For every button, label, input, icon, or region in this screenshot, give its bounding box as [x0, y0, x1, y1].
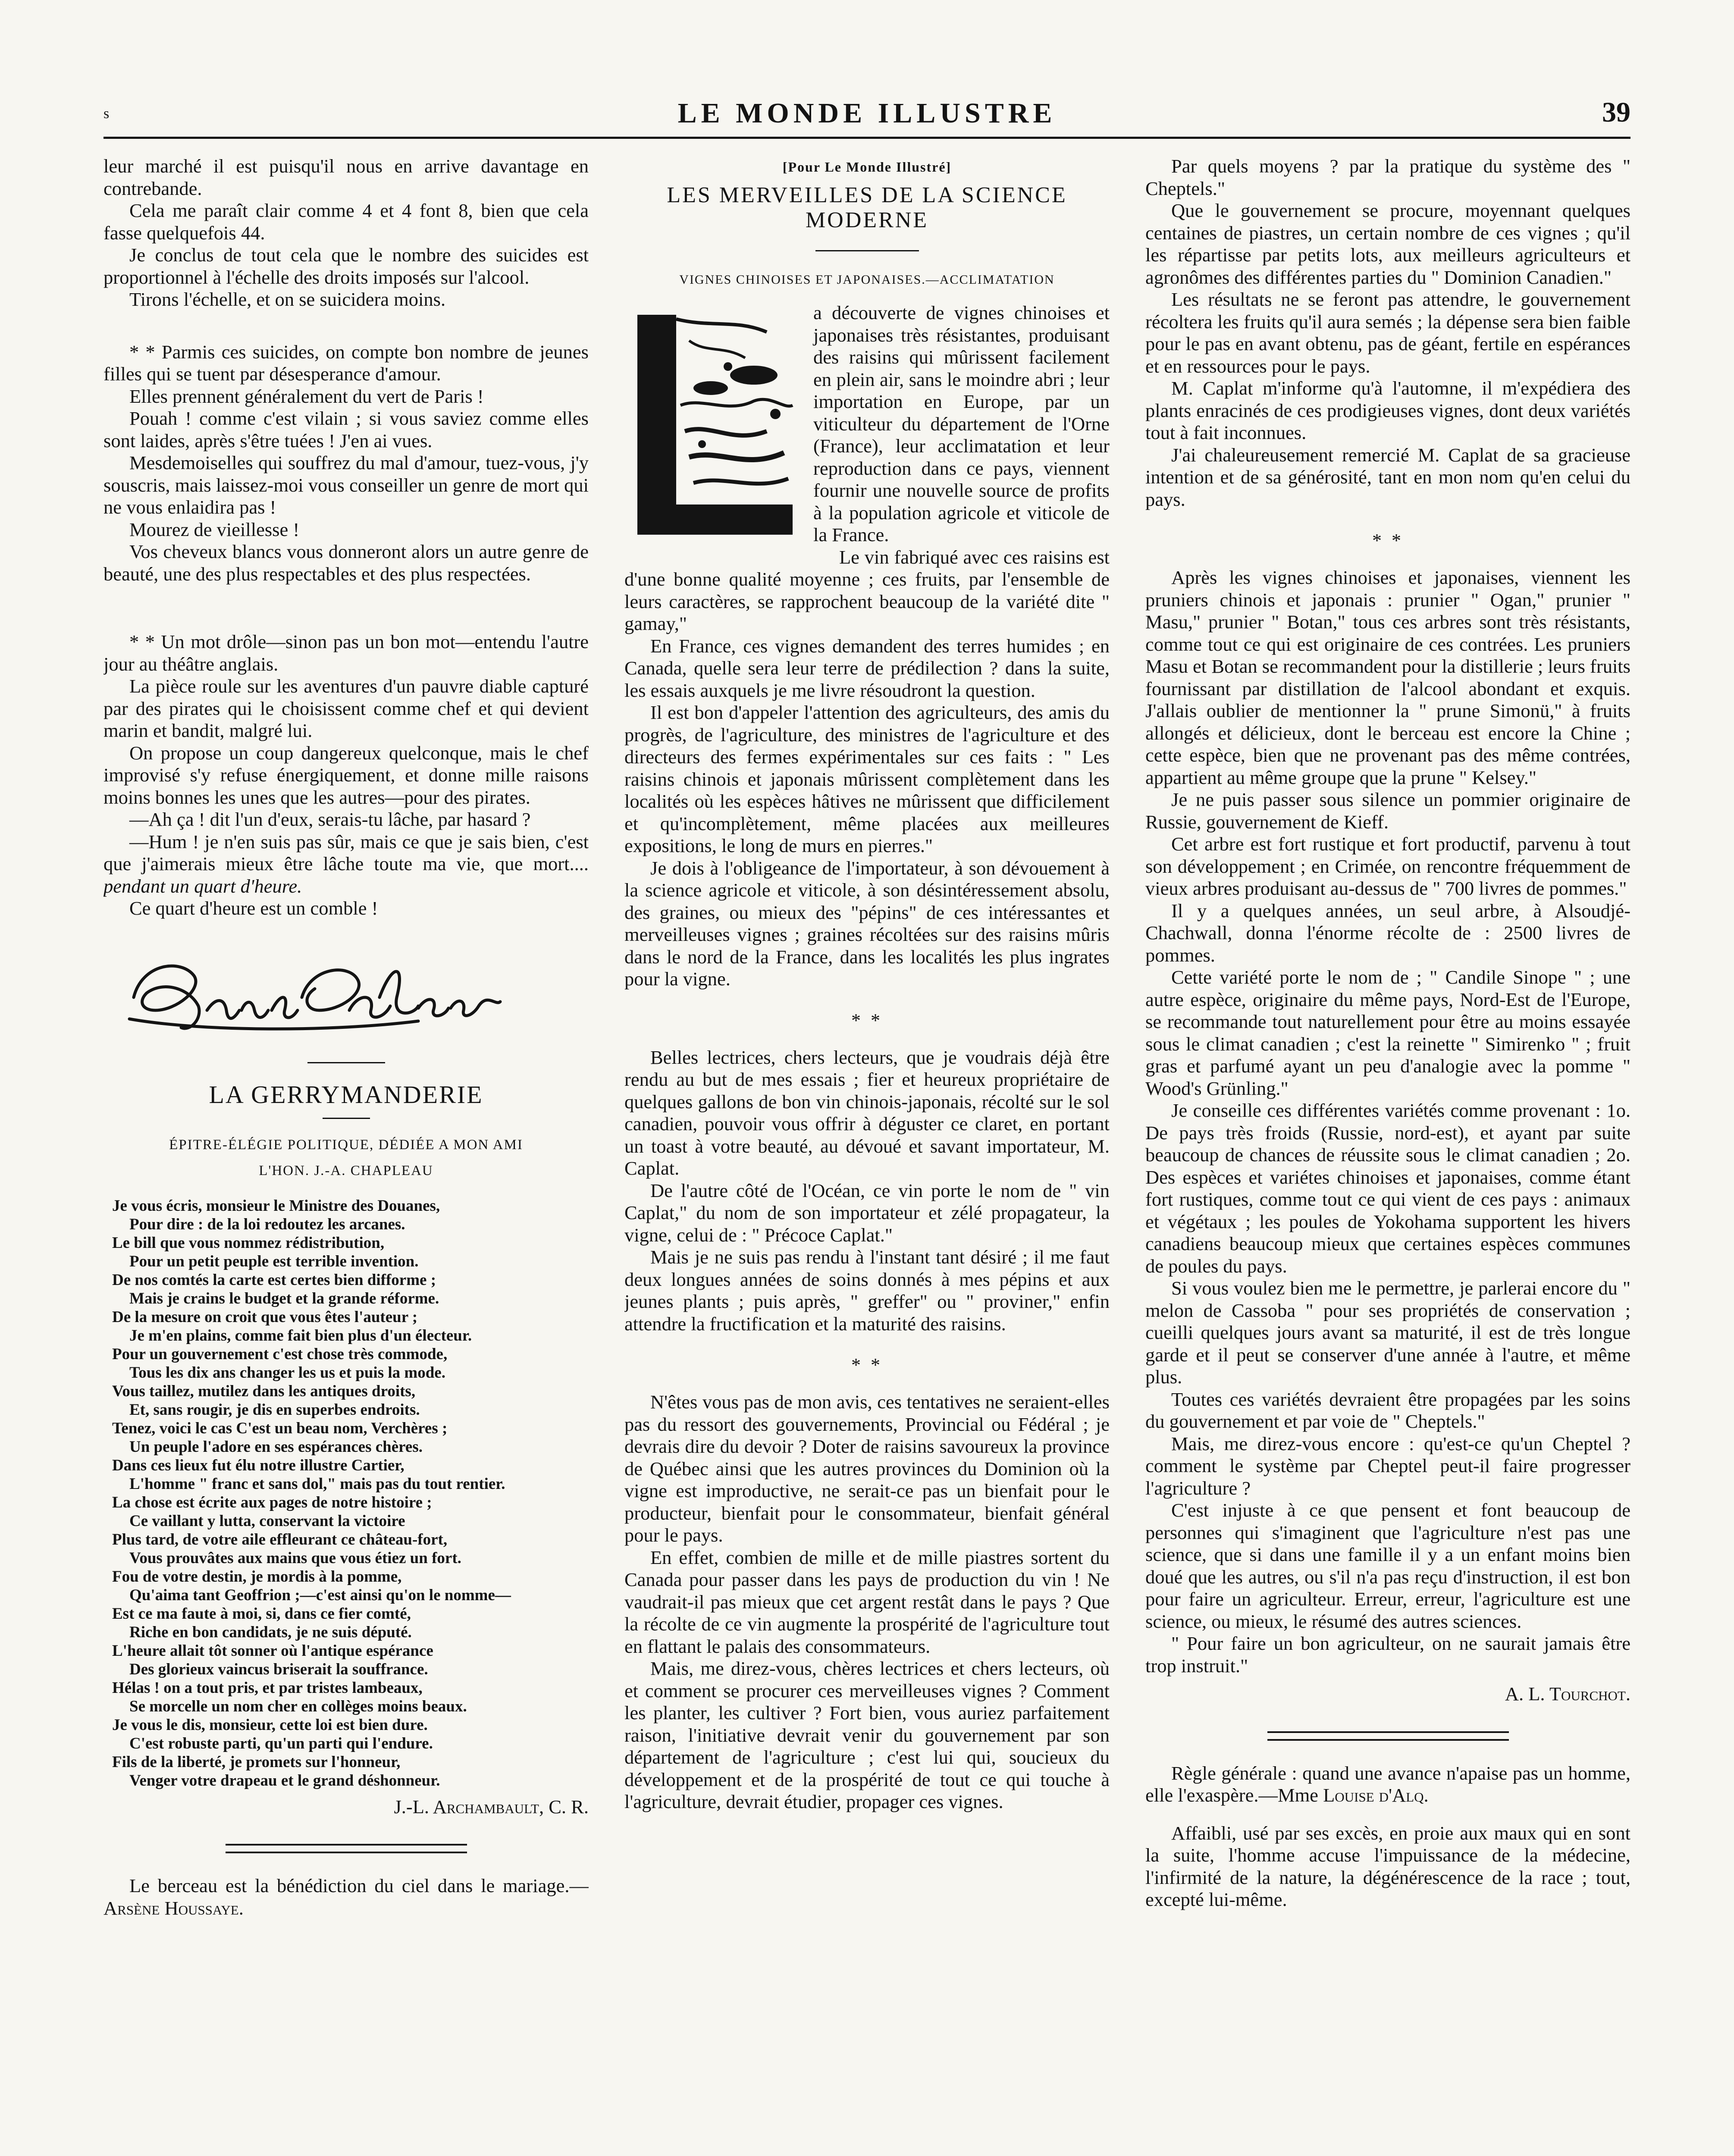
illustrated-drop-cap: [624, 302, 806, 543]
poem-line: De nos comtés la carte est certes bien difforme ;: [112, 1271, 436, 1289]
article-columns: [103, 155, 1631, 2156]
paragraph-text: —Hum ! je n'en suis pas sûr, mais ce que je sais bien, c'est que j'aimerais mieux être lâche toute ma vie, que mort....: [103, 830, 589, 874]
paragraph: En effet, combien de mille et de mille piastres sortent du Canada pour passer dans les pays de production du vin ! Ne vaudrait-il pas mieux que cet argent restât dans le pays ? Que la récolte de ce vin augmente la prospérité de l'agriculture tout en flattant le palais des consommateurs.: [624, 1546, 1110, 1657]
spacer: [103, 311, 589, 341]
poem-dedication: ÉPITRE-ÉLÉGIE POLITIQUE, DÉDIÉE A MON AMI: [169, 1137, 523, 1153]
paragraph: Toutes ces variétés devraient être propagées par les soins du gouvernement et par voie de " Cheptels.": [1145, 1388, 1631, 1432]
poem-line: L'heure allait tôt sonner où l'antique espérance: [112, 1642, 433, 1660]
column-3: [1145, 155, 1631, 2156]
spacer: [1145, 1807, 1631, 1822]
poem-line: Et, sans rougir, je dis en superbes endroits.: [129, 1401, 420, 1419]
paragraph: Les résultats ne se feront pas attendre, le gouvernement récoltera les fruits qu'il aura semés ; la dépense sera bien faible pour le pas en avant obtenu, pas de géant, fertile en espérances et en ressources pour le pays.: [1145, 288, 1631, 377]
maxim-author: Louise d'Alq.: [1323, 1784, 1429, 1806]
poem-title: LA GERRYMANDERIE: [209, 1080, 483, 1109]
column-1: [103, 155, 589, 2156]
paragraph: J'ai chaleureusement remercié M. Caplat de sa gracieuse intention et de sa générosité, tant en mon nom qu'en celui du pays.: [1145, 444, 1631, 510]
paragraph: Il est bon d'appeler l'attention des agriculteurs, des amis du progrès, de l'agriculture, des ministres de l'agriculture et des directeurs des fermes expérimentales sur ces faits : " Les raisins chinois et japonais mûrissent complètement dans les localités où les espèces hâtives ne mûrissent que difficilement et qu'incomplètement, même placées aux meilleures expositions, le long de murs en pierres.": [624, 702, 1110, 856]
double-rule: [1267, 1731, 1509, 1741]
section-rule: [307, 1062, 385, 1063]
paragraph: N'êtes vous pas de mon avis, ces tentatives ne seraient-elles pas du ressort des gouvernements, Provincial ou Fédéral ; je devrais dire du devoir ? Doter de raisins savoureux la province de Québec ainsi que les autres provinces du Dominion où la vigne est improductive, ne serait-ce pas un bienfait pour le producteur, bienfait pour le consommateur, bienfait général pour le pays.: [624, 1391, 1110, 1546]
quote-text: Le berceau est la bénédiction du ciel dans le mariage.—: [129, 1875, 589, 1896]
paragraph: Vos cheveux blancs vous donneront alors un autre genre de beauté, une des plus respectables et des plus respectées.: [103, 541, 589, 585]
paragraph: [103, 831, 589, 898]
article-signature: [1145, 1683, 1631, 1705]
paragraph: Je conclus de tout cela que le nombre des suicides est proportionnel à l'échelle des droits imposés sur l'alcool.: [103, 244, 589, 288]
poem-line: Hélas ! on a tout pris, et par tristes lambeaux,: [112, 1679, 423, 1697]
poem-line: L'homme " franc et sans dol," mais pas du tout rentier.: [129, 1475, 505, 1493]
poem-line: Pour dire : de la loi redoutez les arcanes.: [129, 1215, 405, 1233]
poem-line: Ce vaillant y lutta, conservant la victoire: [129, 1512, 405, 1530]
author-name: J.-L. Archambault, C. R.: [394, 1796, 589, 1818]
header-rule: [103, 137, 1631, 139]
asterism: * *: [129, 631, 155, 652]
quote: [103, 1875, 589, 1919]
author-name: A. L. Tourchot.: [1505, 1683, 1631, 1705]
paragraph: —Ah ça ! dit l'un d'eux, serais-tu lâche, par hasard ?: [129, 808, 531, 830]
paragraph-text: Un mot drôle—sinon pas un bon mot—entendu l'autre jour au théâtre anglais.: [103, 631, 589, 675]
paragraph: Cela me paraît clair comme 4 et 4 font 8, bien que cela fasse quelquefois 44.: [103, 200, 589, 244]
paragraph: Je dois à l'obligeance de l'importateur, à son dévouement à la science agricole et viticole, à son désintéressement absolu, des graines, ou mieux des "pépins" de ces intéressantes et merveilleuses vignes ; graines récoltées sur des raisins mûris dans le nord de la France, dans les localités les plus ingrates pour la vigne.: [624, 857, 1110, 990]
poem-line: C'est robuste parti, qu'un parti qui l'endure.: [129, 1734, 433, 1752]
lead-paragraph-block: [624, 302, 1110, 546]
paragraph: Mais, me direz-vous encore : qu'est-ce qu'un Cheptel ? comment le système par Cheptel peut-il faire progresser l'agriculture ?: [1145, 1432, 1631, 1499]
paragraph: En France, ces vignes demandent des terres humides ; en Canada, quelle sera leur terre de prédilection ? dans la suite, les essais auxquels je me livre résoudront la question.: [624, 635, 1110, 701]
paragraph: Ce quart d'heure est un comble !: [129, 897, 378, 919]
poem-signature: [103, 1796, 589, 1818]
spacer: [103, 615, 589, 631]
column-2: [624, 155, 1110, 2156]
poem-line: Se morcelle un nom cher en collèges moins beaux.: [129, 1697, 467, 1715]
asterism: * *: [851, 1009, 883, 1031]
paragraph: C'est injuste à ce que pensent et font beaucoup de personnes qui s'imaginent que l'agriculture n'est pas une science, que si dans une famille il y a un enfant moins bien doué que les autres, ou s'il n'a pas reçu d'instruction, il est bon pour faire un agriculteur. Erreur, erreur, l'agriculture est une science, ou mieux, le résumé des autres sciences.: [1145, 1499, 1631, 1632]
poem-line: Qu'aima tant Geoffrion ;—c'est ainsi qu'on le nomme—: [129, 1586, 511, 1604]
article-headline: LES MERVEILLES DE LA SCIENCE MODERNE: [667, 182, 1067, 232]
poem-line: Vous prouvâtes aux mains que vous étiez un fort.: [129, 1549, 461, 1567]
poem-line: Fou de votre destin, je mordis à la pomme,: [112, 1567, 402, 1586]
poem-line: Je vous écris, monsieur le Ministre des Douanes,: [112, 1197, 440, 1215]
poem-line: Tenez, voici le cas C'est un beau nom, Verchères ;: [112, 1419, 448, 1437]
poem-line: Plus tard, de votre aile effleurant ce château-fort,: [112, 1530, 448, 1548]
signature-drawing: [116, 946, 505, 1045]
drop-cap-l-illustration: [624, 302, 806, 543]
asterism: * *: [851, 1354, 883, 1376]
running-title: LE MONDE ILLUSTRE: [677, 97, 1057, 129]
poem-line: La chose est écrite aux pages de notre histoire ;: [112, 1493, 432, 1511]
paragraph: Mais je ne suis pas rendu à l'instant tant désiré ; il me faut deux longues années de soins donnés à mes pépins et aux jeunes plants ; puis après, " greffer" ou " proviner," enfin attendre la fructification et la maturité des raisins.: [624, 1246, 1110, 1335]
poem-line: Fils de la liberté, je promets sur l'honneur,: [112, 1753, 401, 1771]
paragraph: Tirons l'échelle, et on se suicidera moins.: [129, 288, 446, 310]
poem-line: Un peuple l'adore en ses espérances chères.: [129, 1438, 423, 1456]
page-number: 39: [1602, 97, 1631, 128]
spacer: [103, 585, 589, 615]
poem-line: Je vous le dis, monsieur, cette loi est bien dure.: [112, 1716, 428, 1734]
poem-line: Pour un petit peuple est terrible invention.: [129, 1252, 419, 1270]
paragraph: Mesdemoiselles qui souffrez du mal d'amour, tuez-vous, j'y souscris, mais laissez-moi vous conseiller un genre de mort qui ne vous enlaidira pas !: [103, 452, 589, 518]
maxim: [1145, 1762, 1631, 1807]
poem-line: Tous les dix ans changer les us et puis la mode.: [129, 1363, 445, 1382]
paragraph: " Pour faire un bon agriculteur, on ne saurait jamais être trop instruit.": [1145, 1633, 1631, 1677]
paragraph: Pouah ! comme c'est vilain ; si vous saviez comme elles sont laides, après s'être tuées ! J'en ai vues.: [103, 407, 589, 451]
maxim-text: Règle générale : quand une avance n'apaise pas un homme, elle l'exaspère.—Mme: [1145, 1762, 1631, 1806]
paragraph: leur marché il est puisqu'il nous en arrive davantage en contrebande.: [103, 155, 589, 199]
page-header: [103, 88, 1631, 140]
paragraph: Si vous voulez bien me le permettre, je parlerai encore du " melon de Cassoba " pour ses propriétés de conservation ; cueilli quelques jours avant sa maturité, il est de très longue garde et il peut se conserver d'une année à l'autre, et même plus.: [1145, 1277, 1631, 1388]
paragraph: Après les vignes chinoises et japonaises, viennent les pruniers chinois et japonais : prunier " Ogan," prunier " Masu," prunier " Botan," tous ces arbres sont très résistants, comme tout ce qui est originaire de ces contrées. Les pruniers Masu et Botan se recommandent pour la distillerie ; leurs fruits fournissant par distillation de l'alcool abondant et exquis. J'allais oublier de mentionner la " prune Simonü," à fruits allongés et délicieux, dont le berceau est encore la Chine ; cette espèce, bien que ne provenant pas des même contrées, appartient au même groupe que la prune " Kelsey.": [1145, 567, 1631, 788]
asterism: * *: [129, 341, 155, 363]
poem-line: Riche en bon candidats, je ne suis député.: [129, 1623, 412, 1641]
paragraph: Il y a quelques années, un seul arbre, à Alsoudjé-Chachwall, donna l'énorme récolte de : 2500 livres de pommes.: [1145, 899, 1631, 966]
handwritten-signature: [116, 946, 589, 1045]
paragraph: Belles lectrices, chers lecteurs, que je voudrais déjà être rendu au but de mes essais ; fier et heureux propriétaire de quelques gallons de bon vin chinois-japonais, récolté sur le sol canadien, pouvoir vous offrir à déguster ce claret, en portant un toast à votre beauté, au dévoué et savant importateur, M. Caplat.: [624, 1046, 1110, 1179]
paragraph: Mais, me direz-vous, chères lectrices et chers lecteurs, où et comment se procurer ces merveilleuses vignes ? Comment les planter, les cultiver ? Fort bien, vous auriez parfaitement raison, l'initiative devrait venir du gouvernement par son département de l'agriculture ; c'est lui qui, soucieux du développement et de la prospérité de tout ce qui touche à l'agriculture, devrait étudier, propager ces vignes.: [624, 1658, 1110, 1812]
paragraph: Je conseille ces différentes variétés comme provenant : 1o. De pays très froids (Russie, nord-est), et ayant par suite beaucoup de chances de réussite sous le climat canadien ; 2o. Des espèces et variétes chinoises et japonaises, comme étant fort rustiques, comme tout ce qui vient de ces pays : animaux et végétaux ; les poules de Yokohama supportent les hivers canadiens beaucoup mieux que certaines espèces communes de poules du pays.: [1145, 1100, 1631, 1277]
paragraph: Cet arbre est fort rustique et fort productif, parvenu à tout son développement ; en Crimée, on rencontre fréquemment de vieux arbres produisant au-dessus de " 700 livres de pommes.": [1145, 833, 1631, 899]
poem-dedicatee: L'HON. J.-A. CHAPLEAU: [259, 1163, 433, 1178]
poem-line: Vous taillez, mutilez dans les antiques droits,: [112, 1382, 416, 1400]
paragraph: Que le gouvernement se procure, moyennant quelques centaines de piastres, un certain nombre de ces vignes ; qu'il les répartisse par petits lots, aux meilleurs agriculteurs et agronômes des différentes parties du " Dominion Canadien.": [1145, 200, 1631, 288]
paragraph: Par quels moyens ? par la pratique du système des " Cheptels.": [1145, 155, 1631, 199]
paragraph: a découverte de vignes chinoises et japonaises très résistantes, produisant des raisins qui mûrissent facilement en plein air, sans le moindre abri ; leur importation en Europe, par un viticulteur du département de l'Orne (France), leur acclimatation et leur reproduction dans ce pays, viennent fournir une nouvelle source de profits à la population agricole et viticole de la France.: [813, 302, 1110, 545]
paragraph-text: Parmis ces suicides, on compte bon nombre de jeunes filles qui se tuent par désesperance d'amour.: [103, 341, 589, 385]
maxim: Affaibli, usé par ses excès, en proie aux maux qui en sont la suite, l'homme accuse l'impuissance de la médecine, l'infirmité de la nature, la dégénérescence de la race ; tout, excepté lui-même.: [1145, 1822, 1631, 1910]
paragraph: La pièce roule sur les aventures d'un pauvre diable capturé par des pirates qui le choisissent comme chef et qui devient marin et bandit, malgré lui.: [103, 675, 589, 741]
article-subhead: VIGNES CHINOISES ET JAPONAISES.—ACCLIMATATION: [679, 272, 1055, 287]
paragraph: Le vin fabriqué avec ces raisins est d'une bonne qualité moyenne ; ces fruits, par l'ensemble de leurs caractères, se rapprochent beaucoup de la variété dite " gamay,": [624, 546, 1110, 634]
paragraph: Elles prennent généralement du vert de Paris !: [129, 385, 484, 407]
article-kicker: [Pour Le Monde Illustré]: [782, 159, 952, 175]
poem-line: Le bill que vous nommez rédistribution,: [112, 1234, 385, 1252]
poem-line: De la mesure on croit que vous êtes l'auteur ;: [112, 1308, 418, 1326]
poem-line: Pour un gouvernement c'est chose très commode,: [112, 1345, 448, 1363]
corner-mark: s: [103, 106, 110, 122]
paragraph: M. Caplat m'informe qu'à l'automne, il m'expédiera des plants enracinés de ces prodigieuses vignes, dont deux variétés tout à fait inconnues.: [1145, 377, 1631, 443]
paragraph: On propose un coup dangereux quelconque, mais le chef improvisé s'y refuse énergiquement, et donne mille raisons moins bonnes les unes que les autres—pour des pirates.: [103, 742, 589, 808]
poem-line: Je m'en plains, comme fait bien plus d'un électeur.: [129, 1326, 472, 1344]
poem-body: [103, 1197, 589, 1790]
poem-line: Des glorieux vaincus briserait la souffrance.: [129, 1660, 428, 1678]
section-rule: [323, 1118, 370, 1119]
paragraph: [103, 341, 589, 385]
emphasis: pendant un quart d'heure.: [103, 875, 302, 897]
poem-line: Dans ces lieux fut élu notre illustre Cartier,: [112, 1456, 404, 1474]
asterism: * *: [1372, 530, 1404, 551]
quote-author: Arsène Houssaye.: [103, 1897, 244, 1919]
paragraph: Je ne puis passer sous silence un pommier originaire de Russie, gouvernement de Kieff.: [1145, 789, 1631, 833]
paragraph: Mourez de vieillesse !: [129, 518, 300, 540]
poem-line: Mais je crains le budget et la grande réforme.: [129, 1289, 439, 1307]
poem-line: Est ce ma faute à moi, si, dans ce fier comté,: [112, 1604, 411, 1623]
poem-line: Venger votre drapeau et le grand déshonneur.: [129, 1771, 440, 1789]
paragraph: De l'autre côté de l'Océan, ce vin porte le nom de " vin Caplat," du nom de son importateur et zélé propagateur, la vigne, celui de : " Précoce Caplat.": [624, 1179, 1110, 1246]
paragraph: [103, 631, 589, 675]
paragraph: Cette variété porte le nom de ; " Candile Sinope " ; une autre espèce, originaire du même pays, Nord-Est de l'Europe, se recommande tout naturellement pour être au moins essayée sous le climat canadien ; c'est la reinette " Simirenko " ; fruit gras et parfumé ayant un peu d'analogie avec la pomme " Wood's Grünling.": [1145, 966, 1631, 1099]
headline-rule: [815, 250, 919, 251]
double-rule: [226, 1844, 467, 1853]
